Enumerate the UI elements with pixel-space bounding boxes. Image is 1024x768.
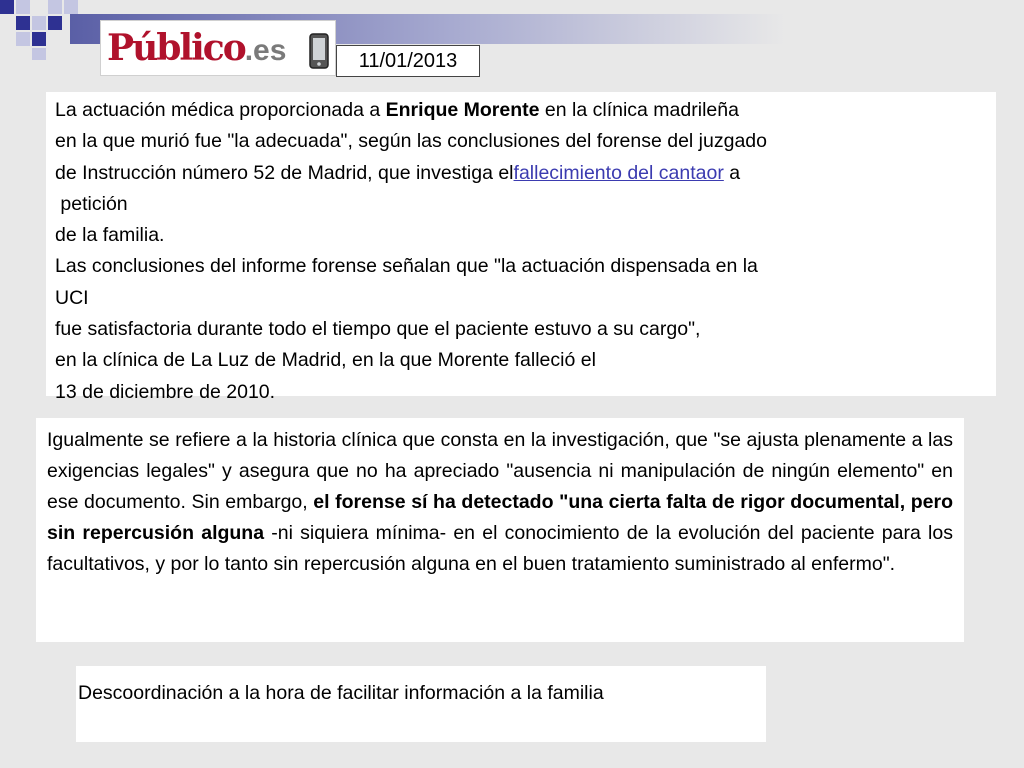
text-line: en la clínica de La Luz de Madrid, en la que Morente falleció el [55,349,596,372]
forensic-report-panel [36,418,964,642]
logo-suffix: .es [244,34,287,67]
highlight-text: el forense sí ha detectado "una cierta falta de rigor documental, pero sin repercusión alguna [47,491,953,544]
article-date: 11/01/2013 [336,45,480,77]
text-line: 13 de diciembre de 2010. [55,380,276,403]
text-line: La actuación médica proporcionada a Enrique Morente en la clínica madrileña [55,99,739,121]
text-line: de Instrucción número 52 de Madrid, que investiga elfallecimiento del cantaor a [55,161,741,184]
article-link[interactable]: fallecimiento del cantaor [513,161,724,184]
subheading-panel [76,666,766,742]
person-name: Enrique Morente [385,99,540,121]
logo-text [107,28,286,71]
subheading-text: Descoordinación a la hora de facilitar información a la familia [78,682,604,704]
logo-name: Público [107,27,245,69]
text-line: fue satisfactoria durante todo el tiempo que el paciente estuvo a su cargo", [55,318,701,341]
text-line: UCI [55,286,89,309]
text-line: petición [55,192,128,215]
report-paragraph: Igualmente se refiere a la historia clínica que consta en la investigación, que "se ajusta plenamente a las exigencias legales" y asegura que no ha apreciado "ausencia ni manipulación de ningún elemento" en ese documento. Sin embargo, el forense sí ha detectado "una cierta falta de rigor documental, pero sin repercusión alguna -ni siquiera mínima- en el conocimiento de la evolución del paciente para los facultativos, y por lo tanto sin repercusión alguna en el buen tratamiento suministrado al enfermo". [47,429,953,575]
article-intro-panel [46,92,996,403]
text-line: Las conclusiones del informe forense señalan que "la actuación dispensada en la [55,255,758,278]
publico-logo [100,20,336,76]
text-line: de la familia. [55,224,165,247]
text-line: en la que murió fue "la adecuada", según las conclusiones del forense del juzgado [55,130,767,153]
mobile-phone-icon [309,33,329,69]
